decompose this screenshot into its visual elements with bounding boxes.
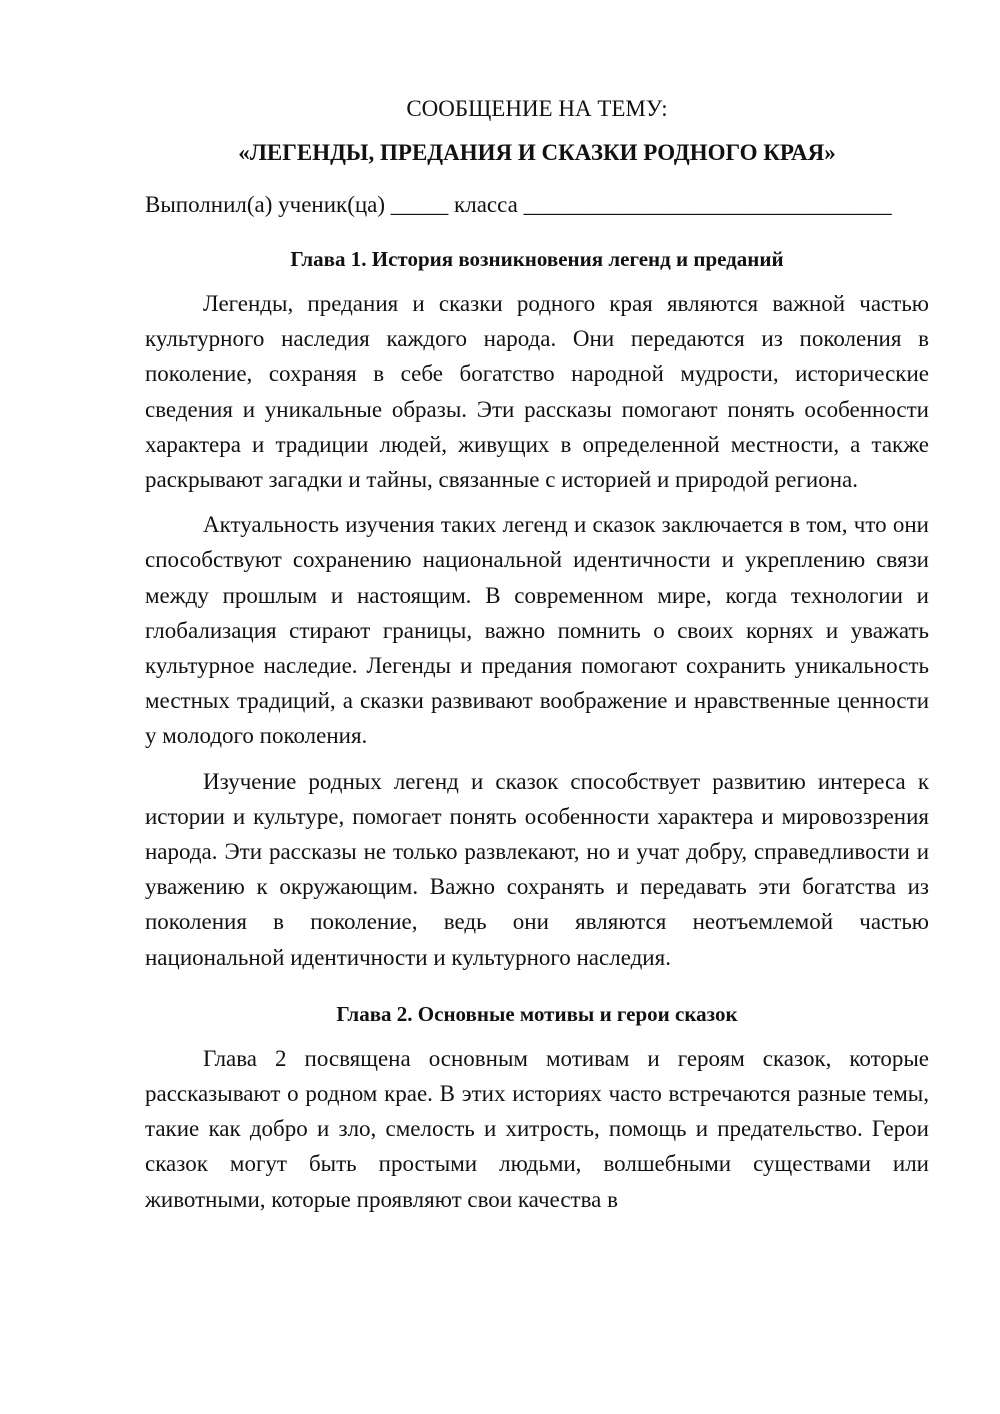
document-title-line-2: «ЛЕГЕНДЫ, ПРЕДАНИЯ И СКАЗКИ РОДНОГО КРАЯ»: [238, 140, 836, 165]
chapter-1-paragraph: Актуальность изучения таких легенд и сказок заключается в том, что они способствуют сохранению национальной идентичности и укреплению связи между прошлым и настоящим. В современном мире, когда технологии и глобализация стирают границы, важно помнить о своих корнях и уважать культурное наследие. Легенды и предания помогают сохранить уникальность местных традиций, а сказки развивают воображение и нравственные ценности у молодого поколения.: [145, 512, 929, 749]
author-line: Выполнил(а) ученик(ца) _____ класса ________________________________: [145, 192, 892, 217]
chapter-1-paragraph: Изучение родных легенд и сказок способствует развитию интереса к истории и культуре, помогает понять особенности характера и мировоззрения народа. Эти рассказы не только развлекают, но и учат добру, справедливости и уважению к окружающим. Важно сохранять и передавать эти богатства из поколения в поколение, ведь они являются неотъемлемой частью национальной идентичности и культурного наследия.: [145, 768, 929, 970]
chapter-1-heading: Глава 1. История возникновения легенд и преданий: [290, 247, 784, 271]
document-title-line-1: СООБЩЕНИЕ НА ТЕМУ:: [406, 96, 668, 121]
document-page: [145, 92, 929, 1227]
chapter-2-paragraph: Глава 2 посвящена основным мотивам и героям сказок, которые рассказывают о родном крае. В этих историях часто встречаются разные темы, такие как добро и зло, смелость и хитрость, помощь и предательство. Герои сказок могут быть простыми людьми, волшебными существами или животными, которые проявляют свои качества в: [145, 1045, 929, 1212]
chapter-2-heading: Глава 2. Основные мотивы и герои сказок: [336, 1001, 738, 1026]
chapter-1-paragraph: Легенды, предания и сказки родного края являются важной частью культурного наследия каждого народа. Они передаются из поколения в поколение, сохраняя в себе богатство народной мудрости, исторические сведения и уникальные образы. Эти рассказы помогают понять особенности характера и традиции людей, живущих в определенной местности, а также раскрывают загадки и тайны, связанные с историей и природой региона.: [145, 291, 929, 493]
